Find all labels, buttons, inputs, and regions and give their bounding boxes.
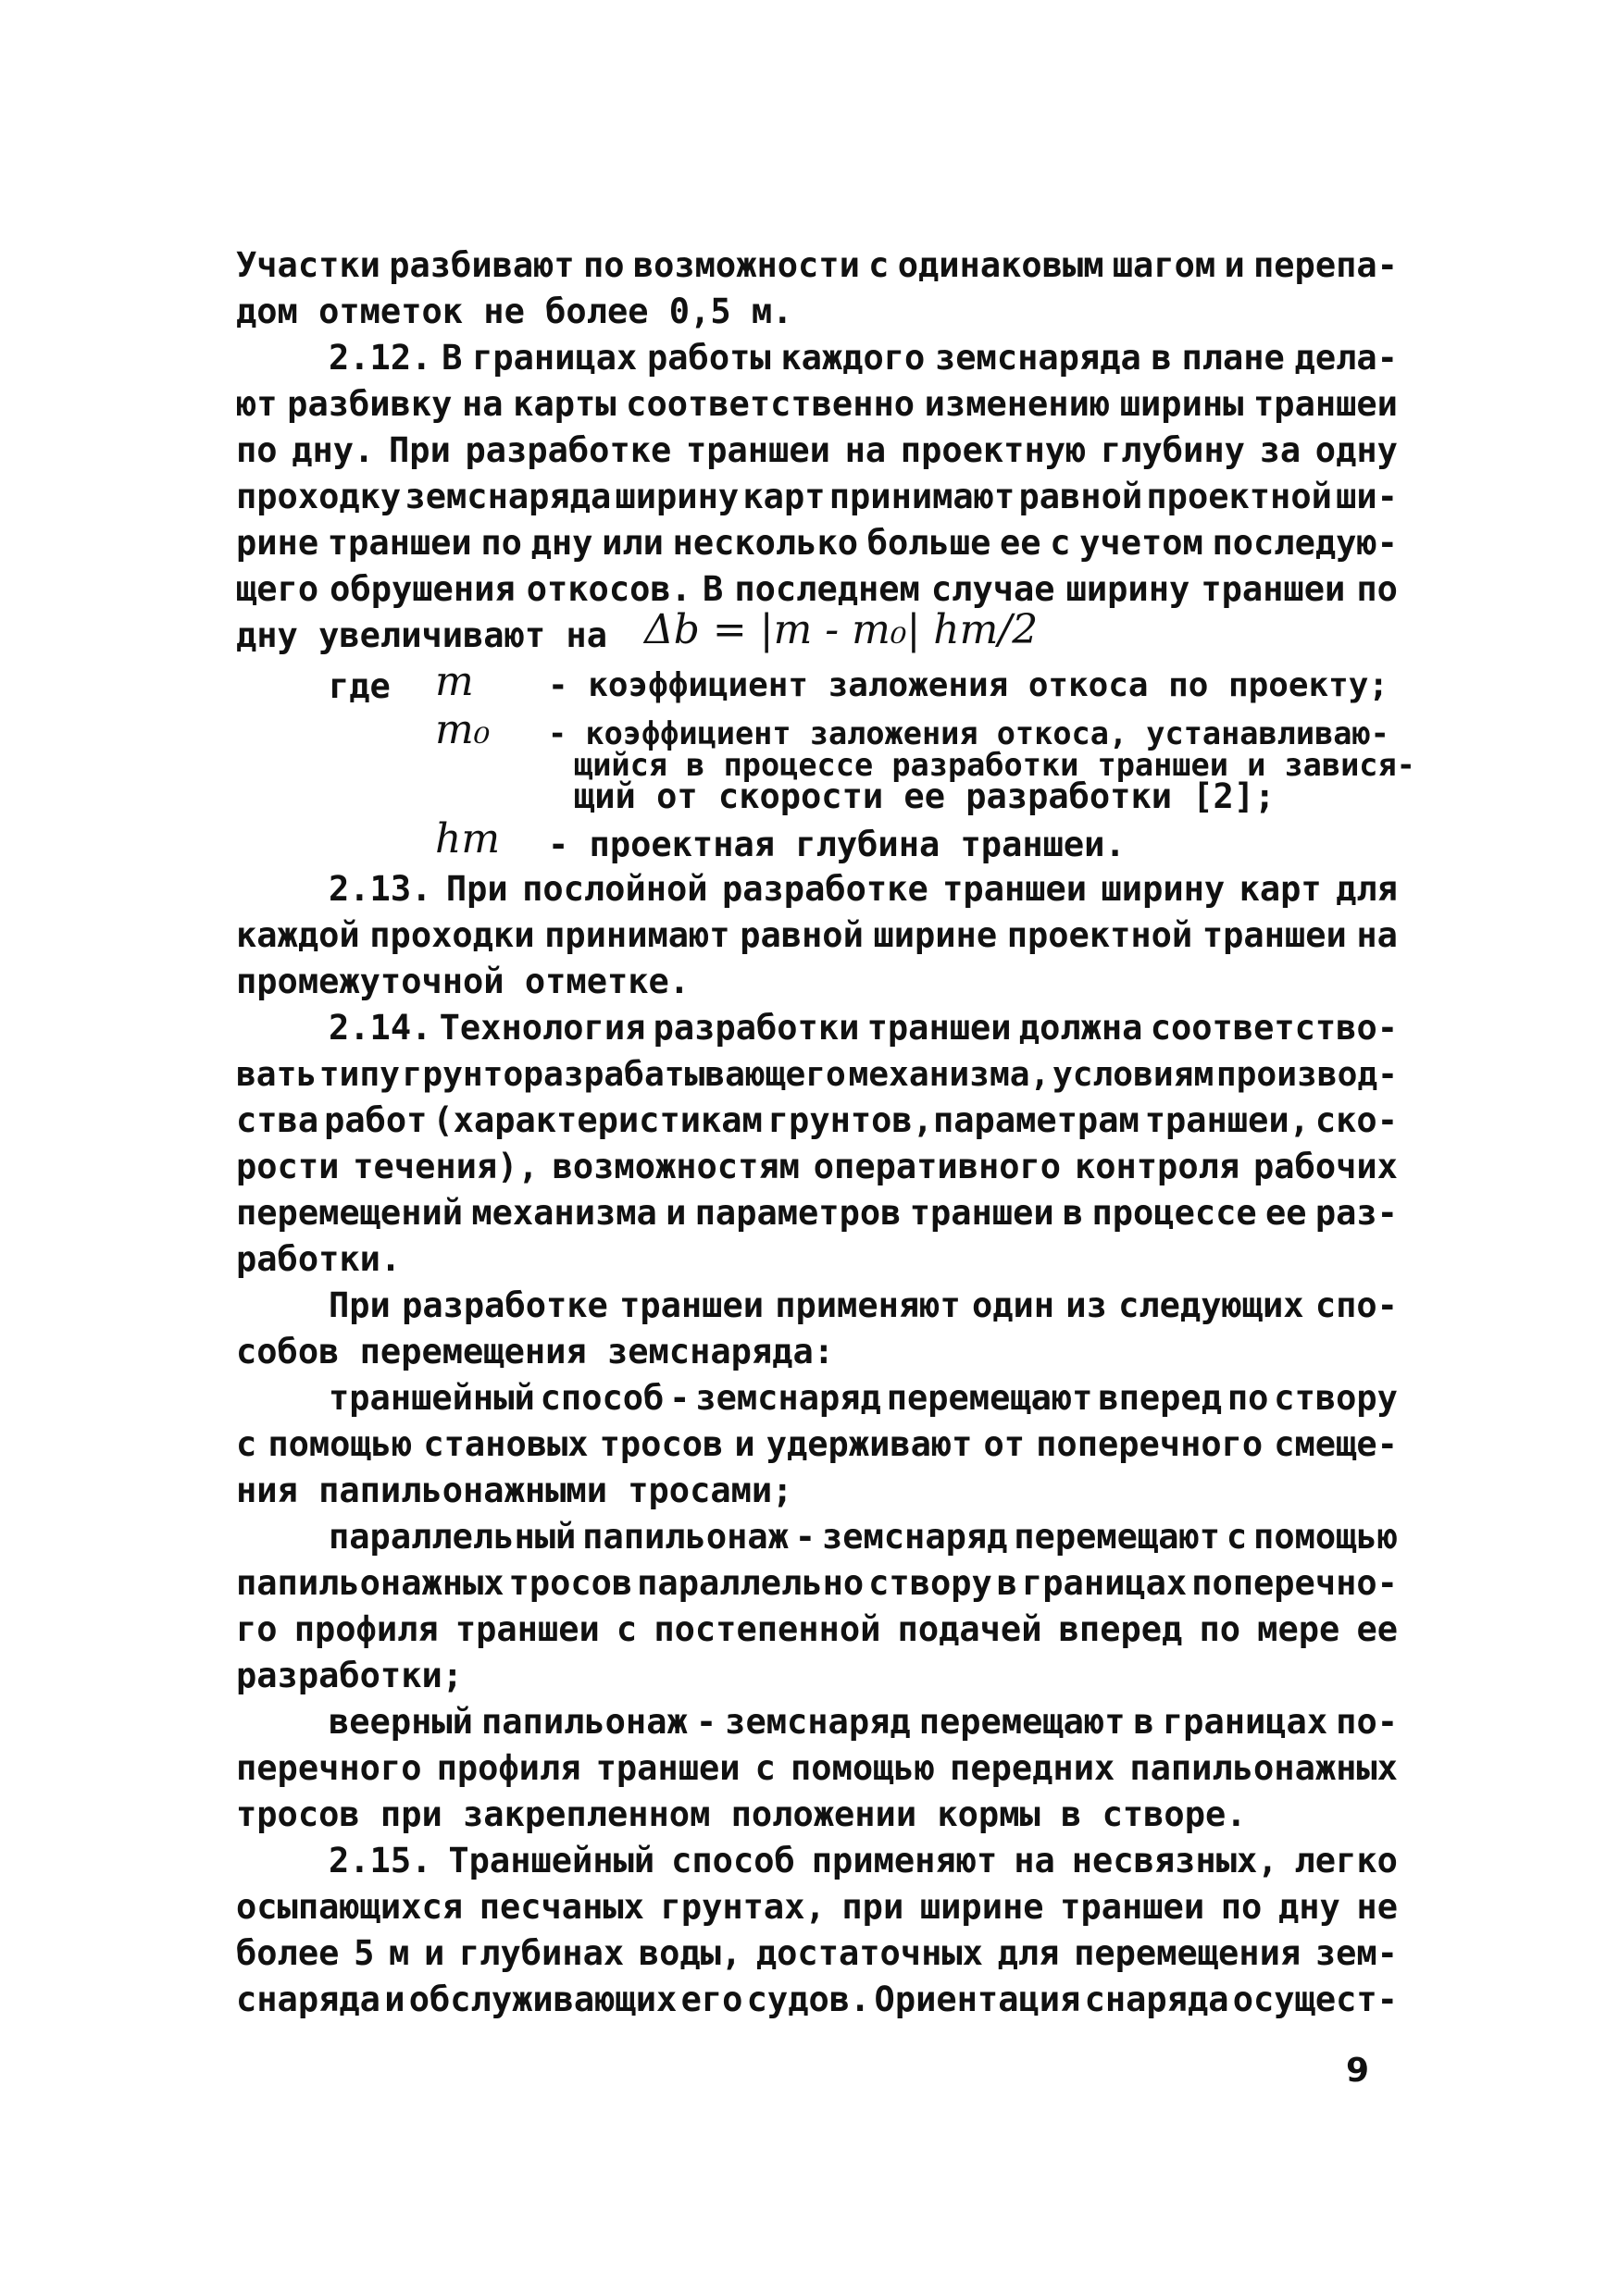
text-line: ния папильонажными тросами;	[236, 1471, 793, 1510]
text-line	[329, 336, 1398, 380]
word: ее	[1264, 1193, 1307, 1233]
word: равной	[1018, 477, 1143, 516]
word: течения),	[353, 1147, 539, 1186]
word: ширину	[1101, 869, 1226, 909]
word: по-	[1336, 1702, 1398, 1742]
word: в	[1151, 338, 1172, 378]
word: и	[384, 1980, 405, 2019]
word: оперативного	[813, 1147, 1062, 1186]
word: условиям	[1052, 1054, 1214, 1094]
word: м	[389, 1933, 410, 1973]
word: возможностям	[552, 1147, 800, 1186]
formula: Δb = |m - m₀| hт/2	[643, 606, 1039, 653]
word: грунтов,параметрам	[767, 1100, 1140, 1140]
word: удерживают	[766, 1424, 973, 1464]
text-line	[236, 1607, 1398, 1652]
word: тросов	[599, 1424, 724, 1464]
word: по	[1220, 1887, 1263, 1927]
word: и	[423, 1933, 445, 1973]
word: карт	[742, 477, 826, 516]
word: контроля	[1074, 1147, 1240, 1186]
word: траншеи	[685, 430, 830, 470]
word: по	[480, 523, 522, 563]
word: вперед	[1058, 1609, 1183, 1649]
word: ширину	[615, 477, 740, 516]
word: траншеи	[866, 1008, 1012, 1048]
symbol-m0: m₀	[435, 706, 491, 753]
word: типу	[318, 1054, 400, 1094]
word: Траншейный	[448, 1841, 655, 1880]
definition-text: щий от скорости ее разработки [2];	[574, 776, 1276, 816]
word: границах	[1162, 1702, 1328, 1742]
word: земснаряд	[695, 1378, 881, 1418]
word: по	[582, 245, 625, 285]
word: створу	[868, 1563, 992, 1603]
word: папильонаж	[481, 1702, 688, 1742]
word: грунторазрабатывающего	[402, 1054, 846, 1094]
text-line: дом отметок не более 0,5 м.	[236, 292, 793, 331]
word: границах	[1022, 1563, 1188, 1603]
text-line	[236, 1422, 1398, 1467]
word: несколько	[672, 523, 859, 563]
word: разработки	[653, 1008, 860, 1048]
word: рости	[236, 1147, 340, 1186]
text-line	[236, 1191, 1398, 1235]
word: дну	[530, 523, 593, 563]
word: траншеи	[1253, 384, 1398, 424]
text-line	[329, 1006, 1398, 1050]
text-line	[329, 1284, 1398, 1328]
word: судов.	[746, 1980, 871, 2019]
word: ют	[236, 384, 278, 424]
word: мере	[1257, 1609, 1340, 1649]
word: и	[666, 1193, 687, 1233]
word: спо-	[1314, 1285, 1398, 1325]
word: вперед	[1098, 1378, 1222, 1418]
symbol-m: m	[435, 658, 474, 705]
text-line	[236, 1978, 1398, 2022]
word: ширину	[1065, 569, 1190, 609]
text-line	[329, 1515, 1398, 1559]
word: траншеи	[1060, 1887, 1205, 1927]
word: послойной	[522, 869, 708, 909]
word: дну	[1277, 1887, 1340, 1927]
word: створу	[1274, 1378, 1398, 1418]
word: и	[734, 1424, 755, 1464]
word: должна	[1018, 1008, 1143, 1048]
word: из	[1065, 1285, 1107, 1325]
word: перечного	[236, 1748, 422, 1788]
text-line	[236, 475, 1398, 519]
word: в	[1133, 1702, 1154, 1742]
word: проходку	[236, 477, 402, 516]
word: траншеи	[1202, 915, 1347, 955]
word: песчаных	[479, 1887, 644, 1927]
word: ее	[1000, 523, 1041, 563]
word: 2.12.	[329, 338, 432, 378]
word: соответственно	[626, 384, 915, 424]
word: щего	[236, 569, 319, 609]
word: достаточных	[755, 1933, 983, 1973]
word: ее	[1356, 1609, 1398, 1649]
word: 2.14.	[329, 1008, 432, 1048]
word: работы	[647, 338, 771, 378]
word: по	[1227, 1378, 1269, 1418]
word: и	[1224, 245, 1245, 285]
word: каждого	[780, 338, 926, 378]
word: помощью	[1253, 1517, 1398, 1557]
word: веерный	[329, 1702, 473, 1742]
word: В	[442, 338, 463, 378]
word: папильонажных	[1129, 1748, 1398, 1788]
word: траншеи	[619, 1285, 764, 1325]
word: разбивают	[389, 245, 575, 285]
word: -	[794, 1517, 816, 1557]
word: ско-	[1314, 1100, 1398, 1140]
text-line	[236, 1746, 1398, 1791]
text-line	[236, 913, 1398, 958]
word: грунтах,	[660, 1887, 826, 1927]
word: профиля	[436, 1748, 581, 1788]
word: го	[236, 1609, 278, 1649]
word: карт	[1239, 869, 1322, 909]
word: обслуживающих	[408, 1980, 678, 2019]
word: по	[1199, 1609, 1241, 1649]
word: соответство-	[1150, 1008, 1398, 1048]
word: при	[841, 1887, 904, 1927]
word: траншеи	[942, 869, 1088, 909]
word: обрушения	[330, 569, 516, 609]
word: подачей	[897, 1609, 1042, 1649]
word: случае	[930, 569, 1055, 609]
word: вать	[236, 1054, 318, 1094]
word: применяют	[811, 1841, 998, 1880]
word: глубинах	[458, 1933, 625, 1973]
word: на	[844, 430, 887, 470]
word: проектной	[1146, 477, 1332, 516]
text-line	[236, 382, 1398, 427]
word: на	[1356, 915, 1398, 955]
text-line	[236, 428, 1398, 473]
word: При	[445, 869, 508, 909]
word: глубину	[1100, 430, 1245, 470]
text-line: дну увеличивают на Δb = |m - m₀| hт/2	[236, 614, 1398, 658]
word: траншеи	[1201, 569, 1346, 609]
word: 2.13.	[329, 869, 432, 909]
word: перемещают	[1014, 1517, 1221, 1557]
word: траншеи	[595, 1748, 741, 1788]
word: по	[236, 430, 278, 470]
text-line	[236, 1885, 1398, 1930]
text-line	[236, 1931, 1398, 1976]
word: на	[1014, 1841, 1055, 1880]
word: траншеи	[455, 1609, 600, 1649]
word: по	[1356, 569, 1398, 609]
word: перемещения	[1074, 1933, 1301, 1973]
word: проектной	[1006, 915, 1193, 955]
word: тросов	[508, 1563, 633, 1603]
word: снаряда	[236, 1980, 380, 2019]
text-line	[236, 1145, 1398, 1189]
text-line: тросов при закрепленном положении кормы в створе.	[236, 1794, 1247, 1834]
word: границах	[472, 338, 638, 378]
word: воды,	[638, 1933, 742, 1973]
word: следующих	[1118, 1285, 1304, 1325]
word: разработке	[721, 869, 928, 909]
word: для	[997, 1933, 1060, 1973]
word: перемещают	[886, 1378, 1093, 1418]
word: параметров	[694, 1193, 902, 1233]
word: ши-	[1336, 477, 1398, 516]
text-line	[329, 1839, 1398, 1883]
text-line	[236, 521, 1398, 565]
text-line	[329, 1700, 1398, 1744]
word: смеще-	[1274, 1424, 1398, 1464]
word: ширины	[1119, 384, 1244, 424]
word: перемещают	[918, 1702, 1126, 1742]
text-line: разработки;	[236, 1656, 464, 1695]
word: применяют	[775, 1285, 961, 1325]
word: механизма	[471, 1193, 657, 1233]
word: производ-	[1215, 1054, 1398, 1094]
word: папильонаж	[582, 1517, 789, 1557]
text-line: промежуточной отметке.	[236, 962, 691, 1001]
word: ширине	[919, 1887, 1044, 1927]
word: карты	[513, 384, 616, 424]
word: в	[1062, 1193, 1084, 1233]
word: последую-	[1212, 523, 1398, 563]
word: В	[703, 569, 724, 609]
word: Технология	[439, 1008, 646, 1048]
word: траншеи	[327, 523, 472, 563]
word: возможности	[632, 245, 860, 285]
word: работ	[324, 1100, 428, 1140]
word: принимают	[544, 915, 730, 955]
word: одинаковым	[897, 245, 1104, 285]
word: принимают	[828, 477, 1015, 516]
word: больше	[866, 523, 991, 563]
word: от	[983, 1424, 1026, 1464]
definition-text: - проектная глубина траншеи.	[548, 825, 1126, 864]
text-line	[236, 243, 1398, 288]
text-line: собов перемещения земснаряда:	[236, 1332, 835, 1371]
text-line: работки.	[236, 1239, 402, 1279]
word: перепа-	[1253, 245, 1398, 285]
word: шагом	[1112, 245, 1216, 285]
word: помощью	[268, 1424, 413, 1464]
word: -	[669, 1378, 691, 1418]
word: снаряда	[1084, 1980, 1229, 2019]
word: траншеи,	[1144, 1100, 1310, 1140]
word: Участки	[236, 245, 380, 285]
word: проектную	[900, 430, 1087, 470]
word: с	[754, 1748, 776, 1788]
word: профиля	[293, 1609, 439, 1649]
text-line	[236, 1098, 1398, 1143]
text-line	[329, 1376, 1398, 1421]
word: разбивку	[287, 384, 453, 424]
word: одну	[1314, 430, 1398, 470]
word: При	[329, 1285, 391, 1325]
word: осущест-	[1232, 1980, 1398, 2019]
word: откосов.	[526, 569, 691, 609]
word: передних	[950, 1748, 1115, 1788]
word: учетом	[1079, 523, 1203, 563]
word: ширине	[873, 915, 998, 955]
text-line	[236, 1052, 1398, 1097]
word: становых	[423, 1424, 589, 1464]
word: разработке	[402, 1285, 608, 1325]
word: способ	[671, 1841, 795, 1880]
definition-text: щийся в процессе разработки траншеи и завися-	[574, 747, 1415, 783]
word: каждой	[236, 915, 360, 955]
word: с	[868, 245, 890, 285]
text-line	[236, 1561, 1398, 1606]
word: с	[1050, 523, 1071, 563]
word: земснаряда	[935, 338, 1141, 378]
word: с	[616, 1609, 638, 1649]
word: или	[602, 523, 664, 563]
word: более	[236, 1933, 340, 1973]
word: поперечного	[1036, 1424, 1264, 1464]
word: параллельно	[637, 1563, 865, 1603]
word: траншейный	[329, 1378, 535, 1418]
word: 5	[354, 1933, 375, 1973]
definition-text: - коэффициент заложения откоса, устанавливаю-	[548, 715, 1389, 751]
word: земснаряд	[725, 1702, 911, 1742]
word: траншеи	[909, 1193, 1054, 1233]
word: поперечно-	[1191, 1563, 1398, 1603]
word: -	[695, 1702, 717, 1742]
word: на	[462, 384, 504, 424]
word: легко	[1294, 1841, 1398, 1880]
word: раз-	[1314, 1193, 1398, 1233]
word: параллельный	[329, 1517, 577, 1557]
word: зем-	[1314, 1933, 1398, 1973]
word: с	[1226, 1517, 1248, 1557]
word: осыпающихся	[236, 1887, 464, 1927]
word: плане	[1181, 338, 1285, 378]
word: рабочих	[1253, 1147, 1398, 1186]
word: (характеристикам	[432, 1100, 763, 1140]
word: изменению	[924, 384, 1111, 424]
definition-text: - коэффициент заложения откоса по проекту;	[548, 666, 1389, 704]
where-label: где	[329, 666, 391, 706]
word: помощью	[791, 1748, 935, 1788]
word: постепенной	[654, 1609, 881, 1649]
word: механизма,	[848, 1054, 1051, 1094]
word: При	[389, 430, 451, 470]
word: 2.15.	[329, 1841, 432, 1880]
word: Ориентация	[874, 1980, 1081, 2019]
page-number: 9	[1346, 2052, 1370, 2090]
word: процессе	[1091, 1193, 1257, 1233]
word: не	[1356, 1887, 1398, 1927]
word: в	[996, 1563, 1018, 1603]
word: его	[680, 1980, 743, 2019]
word: с	[236, 1424, 257, 1464]
word: ства	[236, 1100, 319, 1140]
word: земснаряда	[405, 477, 612, 516]
word: для	[1336, 869, 1398, 909]
word: рине	[236, 523, 319, 563]
word: проходки	[369, 915, 535, 955]
word: способ	[540, 1378, 665, 1418]
word: один	[971, 1285, 1055, 1325]
text-line	[329, 867, 1398, 912]
word: за	[1259, 430, 1301, 470]
word: перемещений	[236, 1193, 464, 1233]
word: разработке	[465, 430, 672, 470]
word: земснаряд	[821, 1517, 1008, 1557]
text-line	[236, 567, 1398, 612]
word: дну.	[292, 430, 375, 470]
word: несвязных,	[1071, 1841, 1278, 1880]
word: папильонажных	[236, 1563, 504, 1603]
word: последнем	[734, 569, 920, 609]
symbol-ht: hт	[435, 815, 501, 863]
word: дела-	[1294, 338, 1398, 378]
word: равной	[740, 915, 864, 955]
